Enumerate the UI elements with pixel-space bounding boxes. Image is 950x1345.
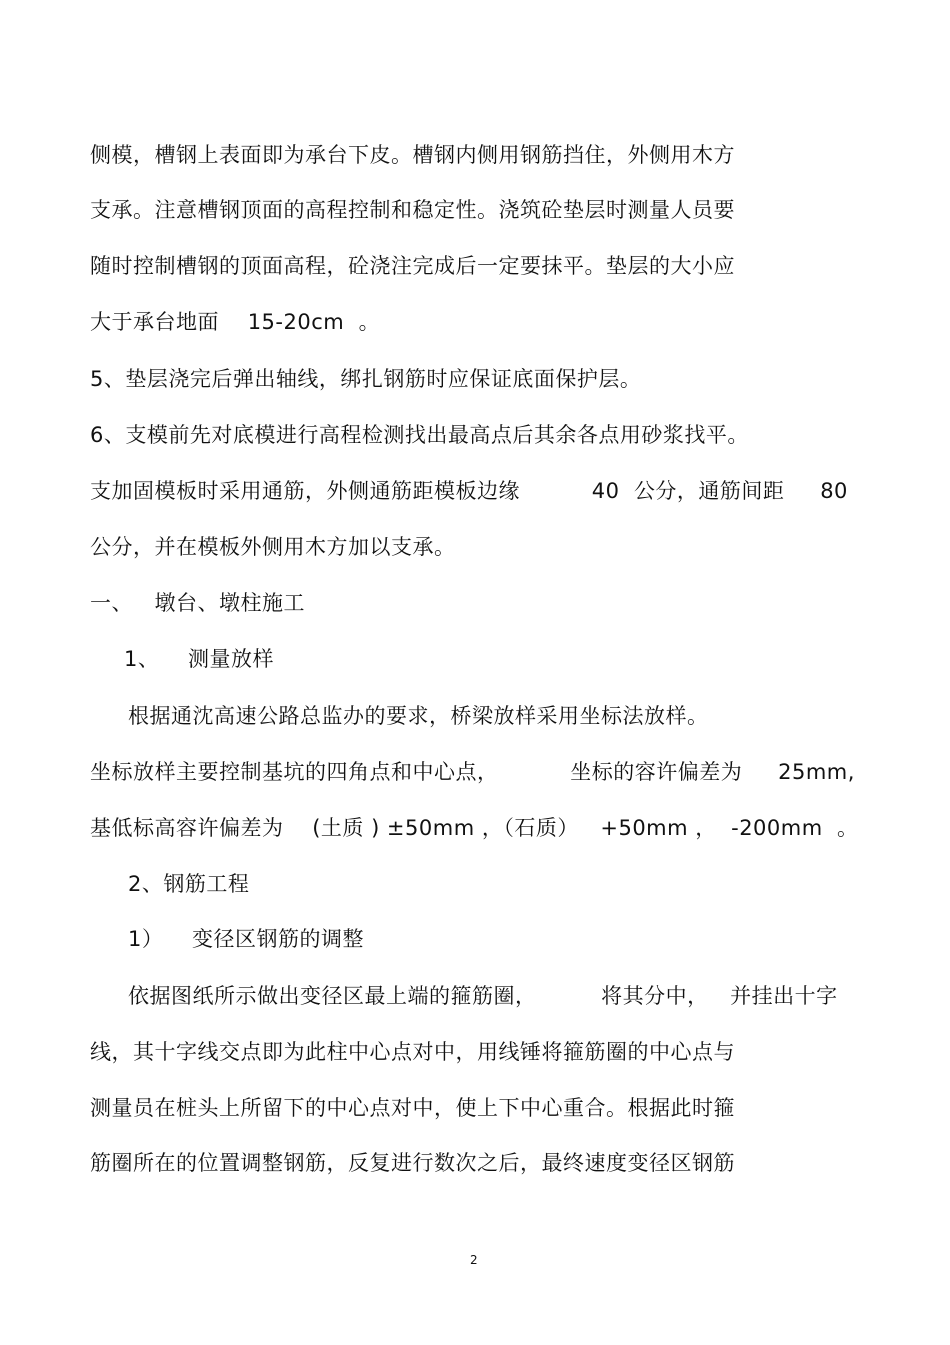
- text-line-4: 大于承台地面 15-20cm 。: [90, 310, 381, 334]
- text-line-6: 6、支模前先对底模进行高程检测找出最高点后其余各点用砂浆找平。: [90, 423, 749, 447]
- text-line-1: 侧模，槽钢上表面即为承台下皮。槽钢内侧用钢筋挡住，外侧用木方: [90, 143, 735, 167]
- text-line-7: 支加固模板时采用通筋，外侧通筋距模板边缘 40 公分，通筋间距 80: [90, 479, 848, 503]
- section-heading: 一、 墩台、墩柱施工: [90, 591, 306, 615]
- text-line-3: 随时控制槽钢的顶面高程，砼浇注完成后一定要抹平。垫层的大小应: [90, 254, 735, 278]
- text-line-5: 5、垫层浇完后弹出轴线，绑扎钢筋时应保证底面保护层。: [90, 367, 642, 391]
- text-line-17: 线，其十字线交点即为此柱中心点对中，用线锤将箍筋圈的中心点与: [90, 1040, 735, 1064]
- page-number: 2: [470, 1253, 478, 1267]
- text-line-16: 依据图纸所示做出变径区最上端的箍筋圈， 将其分中， 并挂出十字: [128, 984, 838, 1008]
- text-line-12: 坐标放样主要控制基坑的四角点和中心点， 坐标的容许偏差为 25mm,: [90, 760, 855, 784]
- text-line-19: 筋圈所在的位置调整钢筋，反复进行数次之后，最终速度变径区钢筋: [90, 1151, 735, 1175]
- text-line-11: 根据通沈高速公路总监办的要求，桥梁放样采用坐标法放样。: [128, 704, 709, 728]
- text-line-13: 基低标高容许偏差为 (土质 ) ±50mm ，（石质） +50mm ， -200mm 。: [90, 816, 859, 840]
- text-line-18: 测量员在桩头上所留下的中心点对中，使上下中心重合。根据此时箍: [90, 1096, 735, 1120]
- text-line-8: 公分，并在模板外侧用木方加以支承。: [90, 535, 456, 559]
- subsection-heading-2: 2、钢筋工程: [128, 872, 250, 896]
- subsection-heading-3: 1） 变径区钢筋的调整: [128, 927, 365, 951]
- text-line-2: 支承。注意槽钢顶面的高程控制和稳定性。浇筑砼垫层时测量人员要: [90, 198, 735, 222]
- subsection-heading-1: 1、 测量放样: [124, 647, 275, 671]
